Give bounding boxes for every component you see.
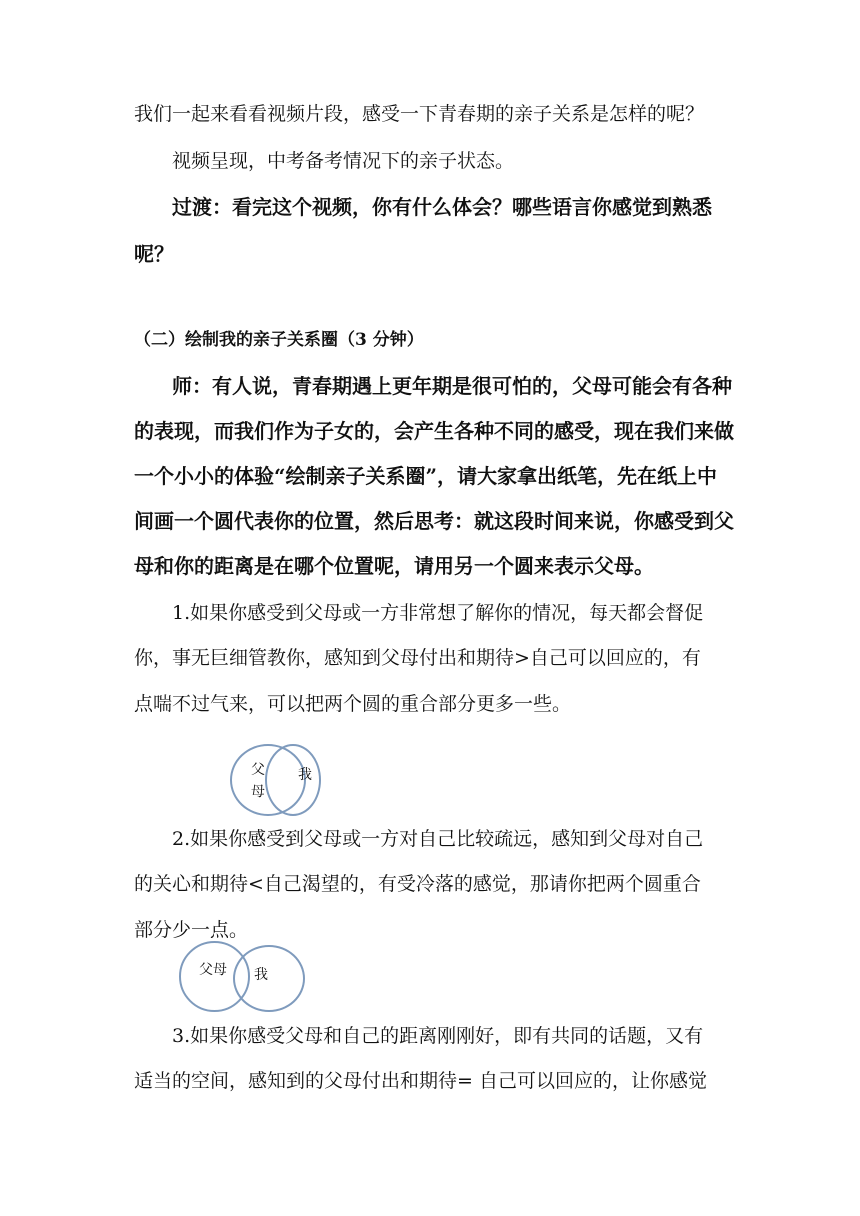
teacher-line: 的表现，而我们作为子女的，会产生各种不同的感受，现在我们来做 — [134, 419, 734, 443]
item-line: 2.如果你感受到父母或一方对自己比较疏远，感知到父母对自己 — [172, 828, 704, 850]
item-line: 3.如果你感受父母和自己的距离刚刚好，即有共同的话题，又有 — [172, 1025, 704, 1047]
self-label: 我 — [298, 767, 312, 783]
paragraph-line: 视频呈现，中考备考情况下的亲子状态。 — [172, 150, 515, 172]
item-line: 点喘不过气来，可以把两个圆的重合部分更多一些。 — [134, 693, 572, 715]
teacher-line: 间画一个圆代表你的位置，然后思考：就这段时间来说，你感受到父 — [134, 509, 734, 533]
transition-line: 过渡：看完这个视频，你有什么体会？哪些语言你感觉到熟悉 — [172, 195, 712, 219]
item-line: 适当的空间，感知到的父母付出和期待= 自己可以回应的，让你感觉 — [134, 1070, 707, 1092]
teacher-line: 师：有人说，青春期遇上更年期是很可怕的，父母可能会有各种 — [172, 374, 732, 398]
self-circle — [265, 744, 321, 816]
parent-label: 父 — [251, 762, 265, 778]
parent-label: 父母 — [199, 962, 227, 978]
transition-line: 呢？ — [134, 242, 174, 266]
teacher-line: 母和你的距离是在哪个位置呢，请用另一个圆来表示父母。 — [134, 554, 654, 578]
item-line: 你，事无巨细管教你，感知到父母付出和期待>自己可以回应的，有 — [134, 647, 701, 669]
item-line: 部分少一点。 — [134, 919, 249, 941]
paragraph-line: 我们一起来看看视频片段，感受一下青春期的亲子关系是怎样的呢？ — [134, 103, 705, 125]
self-circle — [233, 945, 305, 1012]
teacher-line: 一个小小的体验“绘制亲子关系圈”，请大家拿出纸笔，先在纸上中 — [134, 464, 718, 488]
self-label: 我 — [254, 967, 268, 983]
item-line: 的关心和期待<自己渴望的，有受冷落的感觉，那请你把两个圆重合 — [134, 873, 701, 895]
section-title: （二）绘制我的亲子关系圈（3 分钟） — [134, 330, 424, 350]
parent-label: 母 — [251, 784, 265, 800]
item-line: 1.如果你感受到父母或一方非常想了解你的情况，每天都会督促 — [172, 602, 704, 624]
